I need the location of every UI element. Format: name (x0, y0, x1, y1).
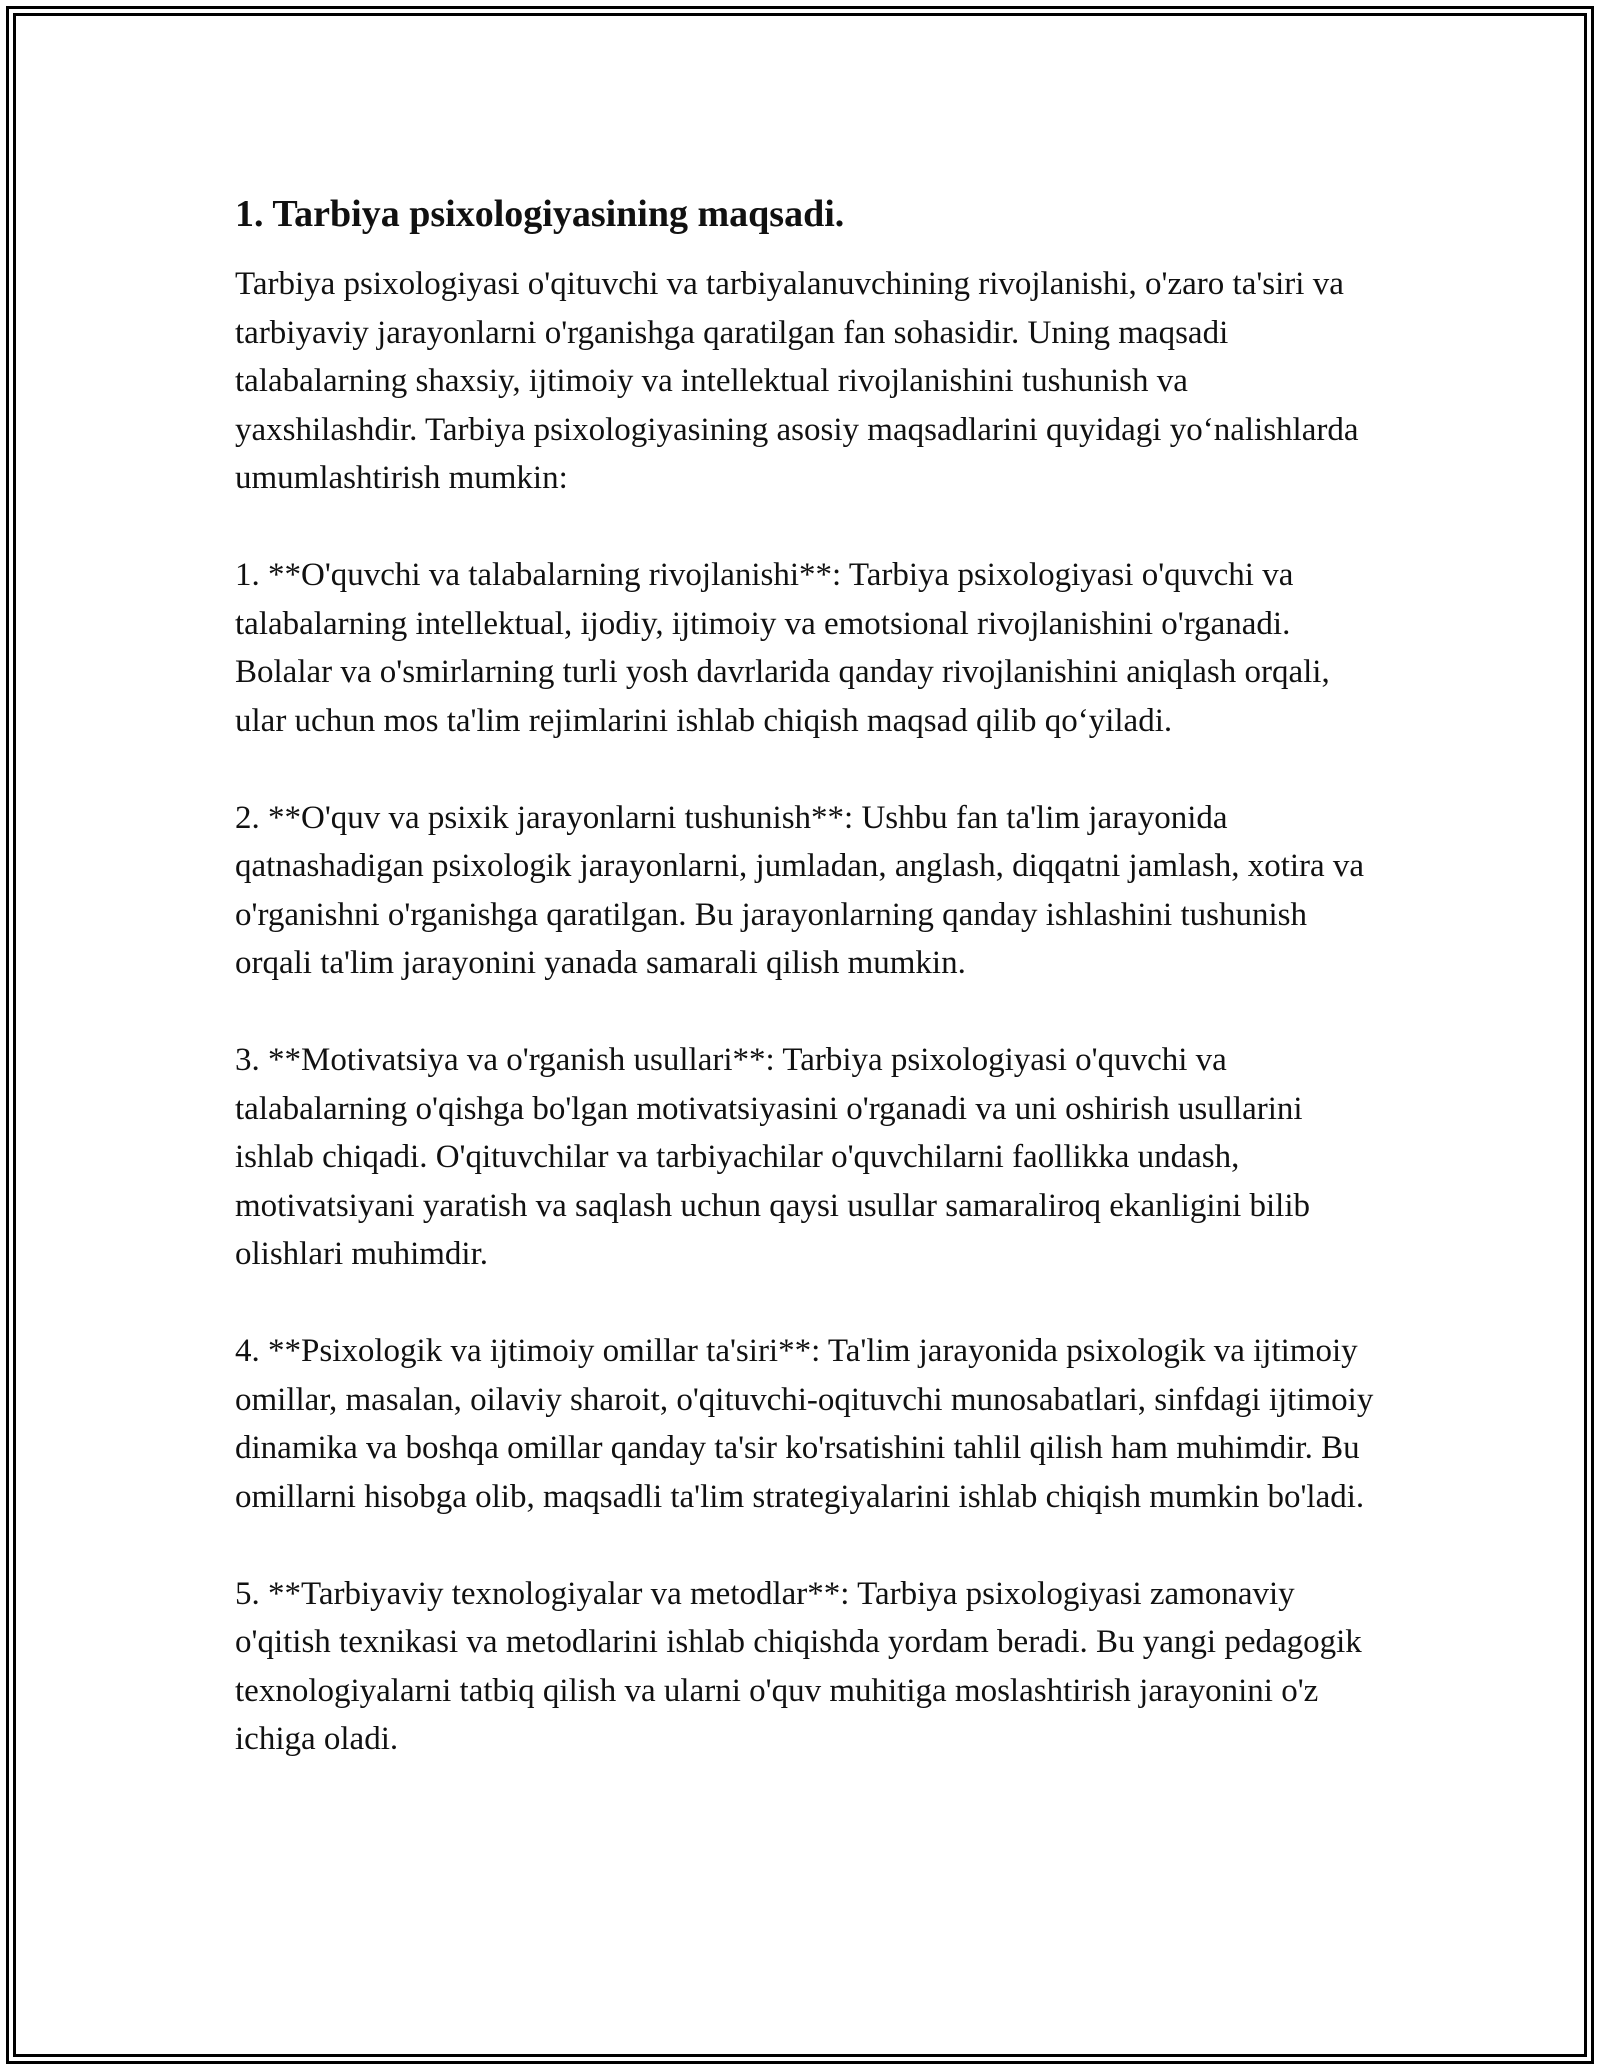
list-item-4: 4. **Psixologik va ijtimoiy omillar ta'siri**: Ta'lim jarayonida psixologik va ijtimoiy omillar, masalan, oilaviy sharoit, o'qituvchi-oqituvchi munosabatlari, sinfdagi ijtimoiy dinamika va boshqa omillar qanday ta'sir ko'rsatishini tahlil qilish ham muhimdir. Bu omillarni hisobga olib, maqsadli ta'lim strategiyalarini ishlab chiqish mumkin bo'ladi. (235, 1333, 1374, 1515)
list-item-1: 1. **O'quvchi va talabalarning rivojlanishi**: Tarbiya psixologiyasi o'quvchi va talabalarning intellektual, ijodiy, ijtimoiy va emotsional rivojlanishini o'rganadi. Bolalar va o'smirlarning turli yosh davrlarida qanday rivojlanishini aniqlash orqali, ular uchun mos ta'lim rejimlarini ishlab chiqish maqsad qilib qo‘yiladi. (235, 557, 1330, 739)
list-item-5: 5. **Tarbiyaviy texnologiyalar va metodlar**: Tarbiya psixologiyasi zamonaviy o'qitish texnikasi va metodlarini ishlab chiqishda yordam beradi. Bu yangi pedagogik texnologiyalarni tatbiq qilish va ularni o'quv muhitiga moslashtirish jarayonini o'z ichiga oladi. (235, 1575, 1362, 1757)
document-body (235, 188, 1375, 1812)
intro-paragraph: Tarbiya psixologiyasi o'qituvchi va tarbiyalanuvchining rivojlanishi, o'zaro ta'siri va tarbiyaviy jarayonlarni o'rganishga qaratilgan fan sohasidir. Uning maqsadi talabalarning shaxsiy, ijtimoiy va intellektual rivojlanishini tushunish va yaxshilashdir. Tarbiya psixologiyasining asosiy maqsadlarini quyidagi yo‘nalishlarda umumlashtirish mumkin: (235, 266, 1359, 496)
list-item-3: 3. **Motivatsiya va o'rganish usullari**: Tarbiya psixologiyasi o'quvchi va talabalarning o'qishga bo'lgan motivatsiyasini o'rganadi va uni oshirish usullarini ishlab chiqadi. O'qituvchilar va tarbiyachilar o'quvchilarni faollikka undash, motivatsiyani yaratish va saqlash uchun qaysi usullar samaraliroq ekanligini bilib olishlari muhimdir. (235, 1042, 1311, 1272)
list-item-2: 2. **O'quv va psixik jarayonlarni tushunish**: Ushbu fan ta'lim jarayonida qatnashadigan psixologik jarayonlarni, jumladan, anglash, diqqatni jamlash, xotira va o'rganishni o'rganishga qaratilgan. Bu jarayonlarning qanday ishlashini tushunish orqali ta'lim jarayonini yanada samarali qilish mumkin. (235, 799, 1365, 981)
document-title: 1. Tarbiya psixologiyasining maqsadi. (235, 193, 845, 235)
